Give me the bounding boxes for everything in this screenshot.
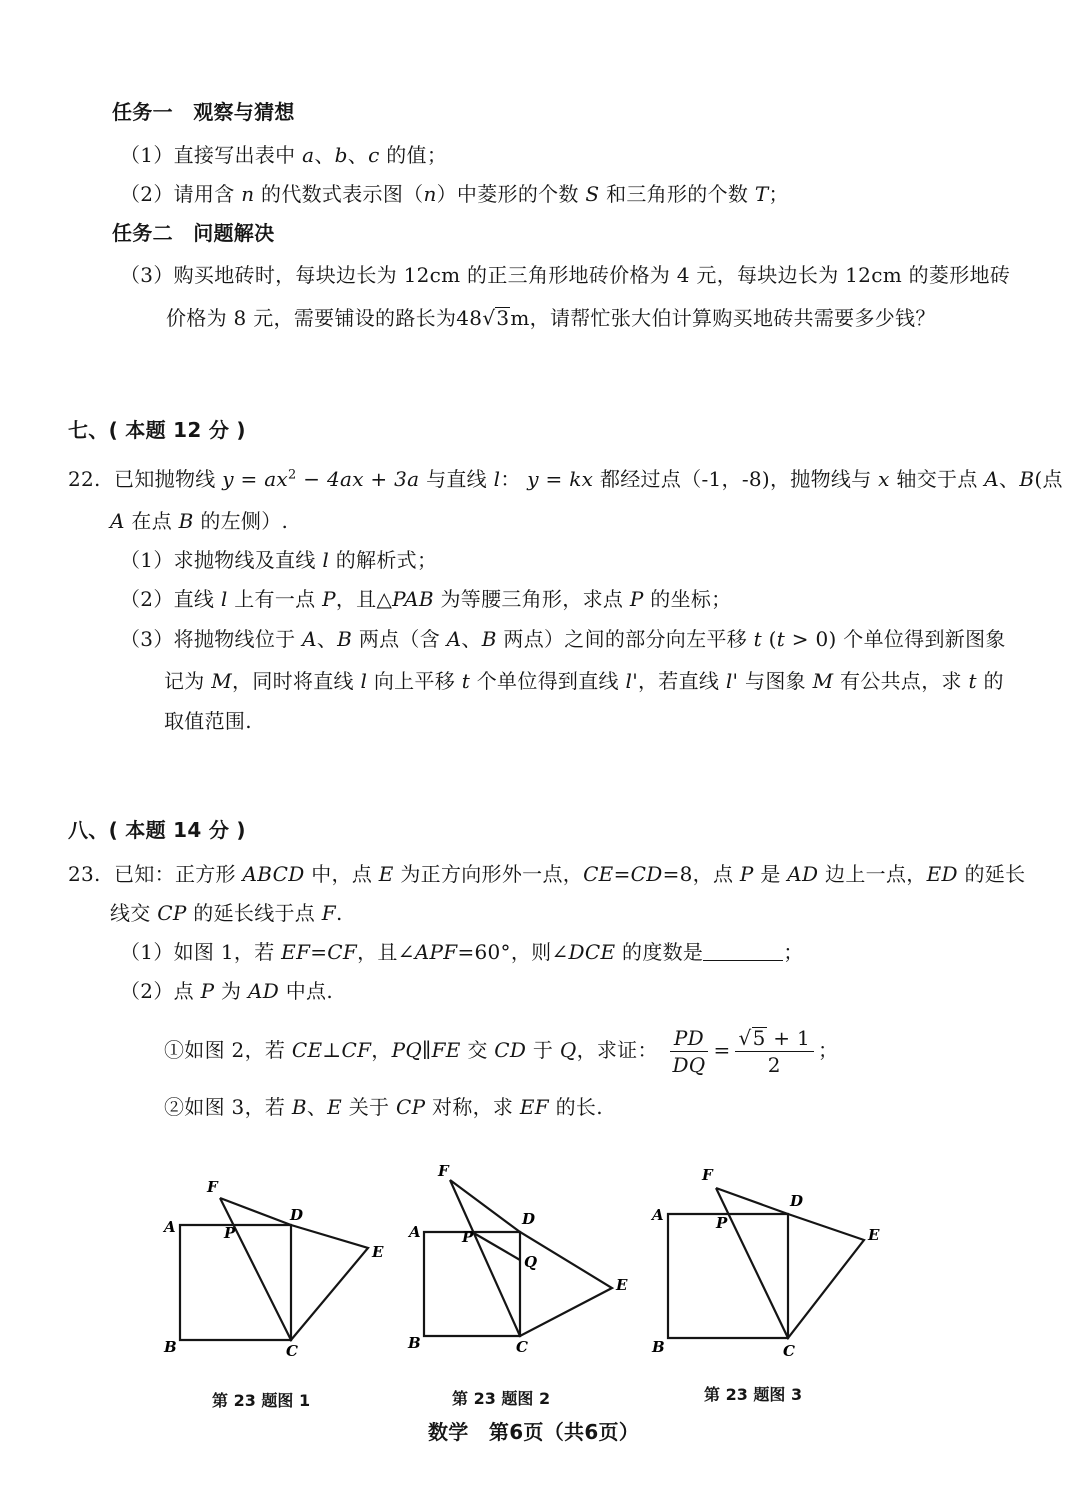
label-q: Q [524,1253,538,1271]
text: 为正方向形外一点， [393,862,584,886]
label-d: D [790,1192,804,1210]
label-d: D [290,1206,304,1224]
text: ( [762,627,777,651]
text: 的解析式； [329,548,438,572]
text: 交 [460,1038,495,1062]
text: ∥ [422,1038,432,1062]
var: l' [625,669,638,693]
text: 两点）之间的部分向左平移 [496,627,754,651]
text: + 1 [766,1026,811,1050]
equals: = [713,1038,731,1062]
text: 中点. [279,979,333,1003]
answer-blank[interactable] [703,940,783,961]
text: 两点（含 [352,627,447,651]
var: t [776,627,786,651]
var: B [1019,467,1035,491]
text: 向上平移 [367,669,462,693]
var: t [461,669,471,693]
figure-1-caption: 第 23 题图 1 [212,1391,311,1410]
text: （1）直接写出表中 [120,143,303,167]
task1-q2 [120,180,789,208]
task2-q3-line2: 价格为 8 元，需要铺设的路长为48√3m，请帮忙张大伯计算购买地砖共需要多少钱？ [166,306,936,330]
text: ， [371,1038,392,1062]
label-e: E [868,1226,880,1244]
figure-3-caption: 第 23 题图 3 [704,1385,803,1404]
q22-line1 [68,465,1063,493]
q23-part2b [164,1093,603,1121]
var: AD [787,862,819,886]
text: ，若直线 [638,669,726,693]
var: a [302,143,315,167]
text: 、 [316,627,338,651]
label-a: A [409,1223,421,1241]
label-e: E [616,1276,628,1294]
var: DCE [568,940,616,964]
var: l [360,669,368,693]
text: 轴交于点 [889,467,985,491]
label-f: F [702,1166,713,1184]
var: l [493,467,501,491]
var: T [754,182,769,206]
text: 的度数是 [615,940,704,964]
label-p: P [462,1228,474,1246]
text: 的延长线于点 [186,901,322,925]
label-b: B [652,1338,665,1356]
denominator: 2 [767,1053,781,1077]
var: n [423,182,437,206]
section8-heading: 八、( 本题 14 分 ) [68,818,246,842]
text: （1）求抛物线及直线 [120,548,323,572]
text: 与直线 [419,467,494,491]
formula: y = ax [222,467,288,491]
var: PQ [391,1038,423,1062]
var: P [739,862,754,886]
text: ②如图 3，若 [164,1095,292,1119]
square-abcd [668,1214,788,1338]
var: EF [519,1095,549,1119]
label-d: D [522,1210,536,1228]
text: 与图象 [738,669,813,693]
text: 价格为 8 元，需要铺设的路长为 [166,306,457,330]
text: 的代数式表示图（ [254,182,424,206]
section7-heading: 七、( 本题 12 分 ) [68,418,246,442]
text: 关于 [342,1095,396,1119]
text: 、 [347,143,369,167]
var: CP [157,901,187,925]
var: B [178,509,194,533]
figure-1 [162,1178,384,1360]
var: t [968,669,977,693]
text: 边上一点， [818,862,927,886]
text: 的值； [379,143,448,167]
var: E [378,862,394,886]
denominator: DQ [672,1053,706,1077]
label-c: C [783,1342,795,1360]
text: 都经过点（-1，-8)，抛物线与 [593,467,879,491]
text: ，且∠ [357,940,415,964]
var: PAB [392,587,434,611]
var: A [446,627,462,651]
text: ，同时将直线 [232,669,361,693]
text: （3）将抛物线位于 [120,627,303,651]
var: t [753,627,762,651]
geometry-figures [0,1160,1080,1420]
text: ； [768,182,789,206]
text: 、 [461,627,482,651]
task2-q3-line1: （3）购买地砖时，每块边长为 12cm 的正三角形地砖价格为 4 元，每块边长为 12cm 的菱形地砖 [120,263,1011,287]
text: 的左侧）. [193,509,289,533]
text: 已知抛物线 [114,467,223,491]
square-abcd [180,1225,291,1340]
figure-2-caption: 第 23 题图 2 [452,1389,551,1408]
figure-2 [407,1162,628,1356]
var: l [220,587,228,611]
var: CP [395,1095,426,1119]
number: 48 [456,306,483,330]
var: CF [341,1038,372,1062]
q22-part1 [120,546,437,574]
fraction-golden [735,1025,814,1078]
q23-part1 [120,938,804,966]
var: x [878,467,890,491]
text: （2）请用含 [120,182,242,206]
text: 对称，求 [425,1095,520,1119]
label-p: P [224,1224,236,1242]
label-a: A [652,1206,664,1224]
triangle-and-extension [716,1188,864,1338]
text: 的 [976,669,1004,693]
text: > 0) 个单位得到新图象 [785,627,1006,651]
q23-part2a [164,1022,838,1078]
text: 、 [999,467,1020,491]
q22-part3-line3: 取值范围. [164,709,252,733]
q22-part2 [120,585,731,613]
text: =60°，则∠ [457,940,569,964]
var: ABCD [242,862,305,886]
text: 线交 [110,901,158,925]
var: P [629,587,644,611]
question-number: 23. [68,862,101,886]
text: 的坐标； [643,587,732,611]
text: ①如图 2，若 [164,1038,292,1062]
formula: y = kx [527,467,594,491]
text: ，求证： [576,1038,658,1062]
text: （2）直线 [120,587,221,611]
var: P [322,587,336,611]
task1-heading: 任务一 观察与猜想 [112,100,295,124]
fraction-pd-dq [668,1025,709,1078]
figure-3 [650,1166,880,1360]
label-b: B [408,1334,421,1352]
var: A [984,467,1000,491]
radicand: 3 [496,306,510,330]
text: 为 [214,979,248,1003]
var: c [368,143,380,167]
var: P [200,979,215,1003]
text: 上有一点 [227,587,323,611]
var: APF [414,940,458,964]
text: 有公共点，求 [833,669,969,693]
text: (点 [1034,467,1063,491]
text: 在点 [124,509,179,533]
label-f: F [438,1162,449,1180]
text: 已知：正方形 [114,862,243,886]
formula: − 4ax + 3a [296,467,420,491]
text: ； [818,1038,839,1062]
q22-part3-line2 [164,667,1004,695]
task1-q1 [120,141,447,169]
page-footer: 数学 第6页（共6页） [428,1420,640,1444]
task2-heading: 任务二 问题解决 [112,221,275,245]
q23-line2 [110,899,343,927]
text: （2）点 [120,979,201,1003]
var: A [110,509,125,533]
var: CD [494,1038,527,1062]
var: B [481,627,497,651]
var: M [812,669,834,693]
text: ⊥ [322,1038,342,1062]
label-e: E [372,1243,384,1261]
var: CE=CD [583,862,663,886]
text: ； [783,940,804,964]
text: 中，点 [304,862,379,886]
unit: m [510,306,530,330]
text: 个单位得到直线 [470,669,626,693]
label-a: A [164,1218,176,1236]
numerator: √5 + 1 [735,1025,814,1052]
var: n [241,182,255,206]
var: l' [725,669,739,693]
text: ，且△ [335,587,393,611]
q23-part2 [120,977,333,1005]
exponent: 2 [288,467,297,483]
var: F [321,901,336,925]
text: 为等腰三角形，求点 [433,587,630,611]
text: 记为 [164,669,212,693]
var: b [334,143,348,167]
q22-line2 [110,507,288,535]
text: 、 [314,143,335,167]
text: . [335,901,343,925]
var: AD [247,979,280,1003]
q22-part3-line1 [120,625,1006,653]
label-b: B [164,1338,177,1356]
var: B [337,627,353,651]
numerator: PD [670,1025,708,1052]
var: M [211,669,233,693]
label-p: P [716,1214,728,1232]
text: 和三角形的个数 [599,182,755,206]
radicand: 5 [752,1026,766,1050]
text: =8，点 [662,862,740,886]
text: 的长. [548,1095,603,1119]
label-c: C [516,1338,528,1356]
var: E [327,1095,343,1119]
var: A [302,627,317,651]
var: Q [559,1038,577,1062]
text: ）中菱形的个数 [436,182,586,206]
label-c: C [286,1342,298,1360]
text: 于 [526,1038,560,1062]
text: （1）如图 1，若 [120,940,282,964]
text: ： [500,467,528,491]
text: 、 [306,1095,328,1119]
square-abcd [424,1232,520,1336]
question-number: 22. [68,467,101,491]
label-f: F [207,1178,218,1196]
q23-line1 [68,860,1025,888]
var: CE [291,1038,323,1062]
text: ，请帮忙张大伯计算购买地砖共需要多少钱？ [529,306,936,330]
var: FE [431,1038,461,1062]
var: EF=CF [281,940,358,964]
var: B [291,1095,307,1119]
text: 的延长 [957,862,1026,886]
var: S [585,182,600,206]
var: l [322,548,330,572]
text: 是 [753,862,788,886]
var: ED [926,862,958,886]
